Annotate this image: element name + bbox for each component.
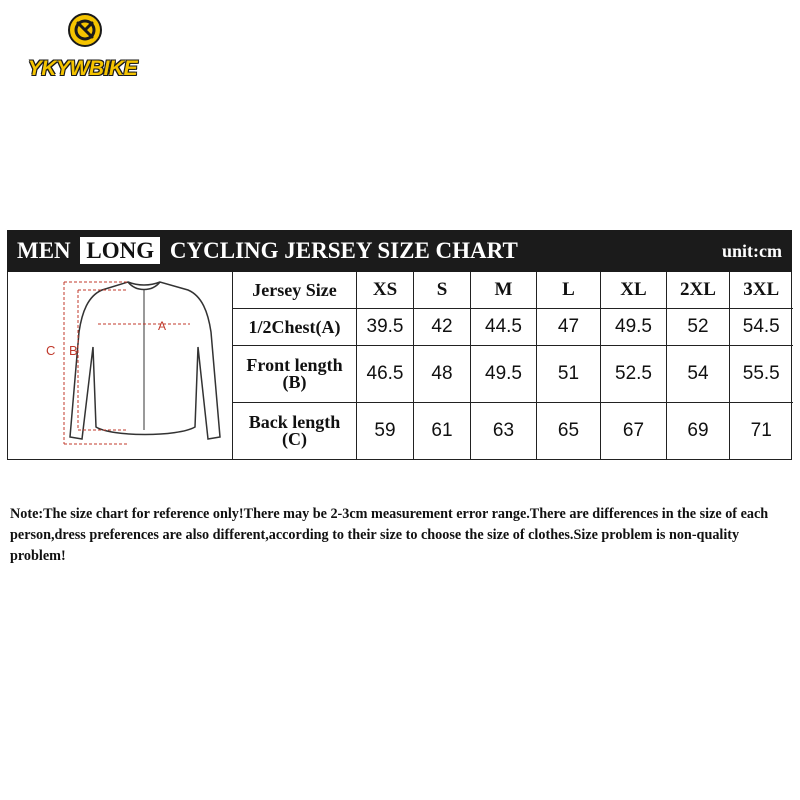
- header-label: Jersey Size: [233, 272, 357, 309]
- table-cell: 48: [414, 346, 471, 403]
- title-prefix: MEN: [17, 238, 71, 263]
- table-cell: 51: [537, 346, 601, 403]
- table-cell: 44.5: [471, 309, 537, 346]
- table-row: [233, 346, 793, 403]
- table-cell: 47: [537, 309, 601, 346]
- row-label: [233, 309, 357, 346]
- size-header: S: [414, 272, 471, 309]
- table-cell: 52: [667, 309, 730, 346]
- size-header: XL: [601, 272, 667, 309]
- row-label: [233, 346, 357, 403]
- title-highlight: LONG: [80, 237, 160, 264]
- row-label: [233, 403, 357, 459]
- table-cell: 49.5: [601, 309, 667, 346]
- table-cell: 54: [667, 346, 730, 403]
- size-chart-body: [7, 272, 792, 460]
- size-chart-title-bar: [7, 230, 792, 272]
- unit-label: unit:cm: [722, 241, 782, 261]
- table-cell: 42: [414, 309, 471, 346]
- note-label: Note:: [10, 506, 44, 522]
- label-c: C: [46, 343, 56, 358]
- row-label-sub: (C): [282, 429, 307, 450]
- page-title: [17, 237, 518, 264]
- table-cell: 65: [537, 403, 601, 459]
- size-header: XS: [357, 272, 414, 309]
- title-suffix: CYCLING JERSEY SIZE CHART: [169, 238, 518, 263]
- table-cell: 69: [667, 403, 730, 459]
- row-label-main: 1/2Chest(A): [248, 316, 341, 337]
- jersey-outline: [70, 282, 220, 439]
- table-cell: 61: [414, 403, 471, 459]
- table-cell: 49.5: [471, 346, 537, 403]
- label-b: B: [69, 343, 78, 358]
- table-cell: 59: [357, 403, 414, 459]
- table-cell: 52.5: [601, 346, 667, 403]
- size-note: [10, 504, 790, 567]
- row-label-main: Front length: [246, 355, 343, 376]
- bicycle-logo-icon: [67, 12, 103, 48]
- table-row: [233, 309, 793, 346]
- jersey-measurement-icon: [8, 272, 232, 459]
- row-label-sub: (B): [282, 372, 307, 393]
- table-cell: 55.5: [730, 346, 793, 403]
- table-cell: 71: [730, 403, 793, 459]
- table-cell: 46.5: [357, 346, 414, 403]
- note-text: The size chart for reference only!There may be 2-3cm measurement error range.There are differences in the size of each person,dress preferences are also different,according to their size to choose the size of clothes.Size problem is non-quality problem!: [10, 506, 769, 564]
- brand-logo: [10, 12, 155, 82]
- table-cell: 39.5: [357, 309, 414, 346]
- size-header: M: [471, 272, 537, 309]
- table-row: [233, 403, 793, 459]
- label-a: A: [158, 319, 167, 333]
- table-cell: 67: [601, 403, 667, 459]
- table-cell: 54.5: [730, 309, 793, 346]
- size-header: 3XL: [730, 272, 793, 309]
- table-cell: 63: [471, 403, 537, 459]
- size-table: [232, 272, 793, 459]
- brand-name: YKYWBIKE: [27, 57, 138, 80]
- size-header: 2XL: [667, 272, 730, 309]
- size-header: L: [537, 272, 601, 309]
- jersey-diagram: [8, 272, 233, 459]
- row-label-main: Back length: [248, 412, 341, 433]
- table-row-header: [233, 272, 793, 309]
